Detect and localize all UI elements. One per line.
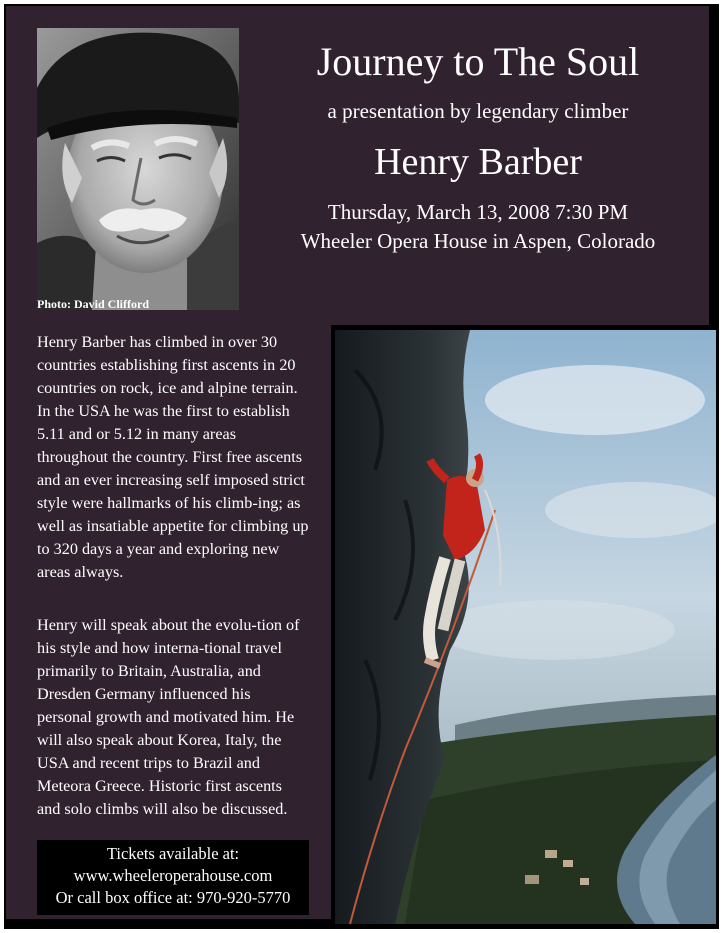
climbing-photo xyxy=(335,330,716,924)
event-subtitle: a presentation by legendary climber xyxy=(327,99,629,123)
event-date-time: Thursday, March 13, 2008 7:30 PM xyxy=(327,200,629,224)
tickets-box xyxy=(37,840,309,915)
tickets-website: www.wheeleroperahouse.com xyxy=(73,866,273,885)
portrait-photo xyxy=(37,28,239,310)
event-venue: Wheeler Opera House in Aspen, Colorado xyxy=(300,229,656,253)
photo-credit: Photo: David Clifford xyxy=(37,297,149,311)
tickets-heading: Tickets available at: xyxy=(106,844,240,863)
talk-description-paragraph: Henry will speak about the evolu-tion of his style and how interna-tional travel primarily to Britain, Australia, and Dresden Germany influenced his personal growth and motivated him. He will also speak about Korea, Italy, the USA and recent trips to Brazil and Meteora Greece. Historic first ascents and solo climbs will also be discussed. xyxy=(37,616,300,818)
bio-paragraph: Henry Barber has climbed in over 30 countries establishing first ascents in 20 countries on rock, ice and alpine terrain. In the USA he was the first to establish 5.11 and or 5.12 in many areas throughout the country. First free ascents and an ever increasing self imposed strict style were hallmarks of his climb-ing; as well as insatiable appetite for climbing up to 320 days a year and exploring new areas always. xyxy=(37,333,309,581)
event-title: Journey to The Soul xyxy=(316,39,640,84)
tickets-phone: Or call box office at: 970-920-5770 xyxy=(55,888,291,907)
presenter-name: Henry Barber xyxy=(374,141,582,183)
